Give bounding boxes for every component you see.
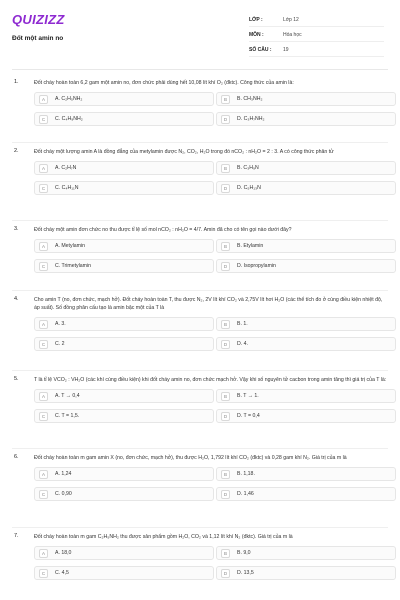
answer-option-d[interactable]	[216, 112, 396, 126]
option-letter-box: D	[221, 490, 230, 499]
question-text: Đốt cháy hoàn toàn m gam C₂H₅NH₂ thu được sản phẩm gồm H₂O, CO₂ và 1,12 lít khí N₂ (đktc). Giá trị của m là	[34, 534, 293, 540]
option-text: C. C₄H₁₁N	[55, 185, 79, 191]
question-divider	[12, 448, 388, 449]
option-letter-box: C	[39, 340, 48, 349]
option-text: A. C₂H₇N	[55, 165, 77, 171]
answer-option-b[interactable]	[216, 239, 396, 253]
worksheet-title: Đốt một amin no	[12, 35, 64, 42]
option-text: D. C₅H₁₃N	[237, 185, 261, 191]
question-block	[12, 376, 388, 423]
answer-options	[34, 92, 388, 126]
answer-option-c[interactable]	[34, 337, 214, 351]
option-letter-box: D	[221, 262, 230, 271]
option-text: B. 9,0	[237, 550, 251, 556]
question-block	[12, 148, 388, 195]
answer-option-b[interactable]	[216, 546, 396, 560]
answer-option-d[interactable]	[216, 181, 396, 195]
option-text: A. 18,0	[55, 550, 72, 556]
option-letter-box: B	[221, 392, 230, 401]
answer-option-c[interactable]	[34, 487, 214, 501]
option-text: B. C₃H₉N	[237, 165, 259, 171]
question-number: 7.	[14, 533, 19, 539]
option-letter-box: A	[39, 470, 48, 479]
option-text: C. Trimetylamin	[55, 263, 92, 269]
option-text: D. C₃H₇NH₂	[237, 116, 265, 122]
option-text: B. 1,18.	[237, 471, 255, 477]
option-text: A. Metylamin	[55, 243, 85, 249]
answer-option-b[interactable]	[216, 317, 396, 331]
answer-option-c[interactable]	[34, 259, 214, 273]
question-number: 6.	[14, 454, 19, 460]
question-head	[12, 148, 388, 156]
option-text: D. 1,46	[237, 491, 254, 497]
option-letter-box: A	[39, 95, 48, 104]
option-text: B. T → 1.	[237, 393, 259, 399]
option-letter-box: C	[39, 569, 48, 578]
question-number: 1.	[14, 79, 19, 85]
option-text: C. T = 1,5.	[55, 413, 80, 419]
answer-option-b[interactable]	[216, 389, 396, 403]
answer-option-a[interactable]	[34, 92, 214, 106]
answer-options	[34, 317, 388, 351]
option-letter-box: A	[39, 320, 48, 329]
answer-option-a[interactable]	[34, 239, 214, 253]
option-text: A. 3.	[55, 321, 66, 327]
question-divider	[12, 290, 388, 291]
meta-value: Hóa học	[283, 31, 302, 38]
option-text: D. T = 0,4	[237, 413, 260, 419]
question-head	[12, 296, 388, 312]
question-text: Đốt cháy hoàn toàn 6,2 gam một amin no, đơn chức phải dùng hết 10,08 lít khí O₂ (đktc). Công thức của amin là:	[34, 80, 294, 86]
question-block	[12, 226, 388, 273]
answer-options	[34, 161, 388, 195]
question-text: Đốt cháy hoàn toàn m gam amin X (no, đơn chức, mạch hở), thu được H₂O, 1,792 lít khí CO₂ (đktc) và 0,28 gam khí N₂. Giá trị của m là	[34, 455, 347, 461]
option-text: A. C₂H₅NH₂	[55, 96, 83, 102]
answer-option-d[interactable]	[216, 259, 396, 273]
question-text: Cho amin T (no, đơn chức, mạch hở). Đốt cháy hoàn toàn T, thu được N₂, 2V lít khí CO₂ và 2,75V lít hơi H₂O (các thể tích đo ở cùng điều kiện nhiệt độ, áp suất). Số đồng phân cấu tạo là amin bậc một của T là	[34, 297, 383, 311]
option-text: D. 4.	[237, 341, 248, 347]
question-block	[12, 533, 388, 580]
answer-options	[34, 546, 388, 580]
option-letter-box: D	[221, 412, 230, 421]
option-letter-box: A	[39, 242, 48, 251]
option-letter-box: C	[39, 115, 48, 124]
meta-row-subject	[249, 28, 384, 42]
question-head	[12, 79, 388, 87]
question-block	[12, 454, 388, 501]
option-letter-box: C	[39, 490, 48, 499]
meta-value: Lớp 12	[283, 16, 299, 23]
question-head	[12, 454, 388, 462]
meta-row-count	[249, 43, 384, 57]
answer-option-c[interactable]	[34, 181, 214, 195]
question-divider	[12, 370, 388, 371]
answer-option-b[interactable]	[216, 161, 396, 175]
option-letter-box: B	[221, 549, 230, 558]
option-text: A. 1,24	[55, 471, 72, 477]
question-number: 5.	[14, 376, 19, 382]
answer-option-a[interactable]	[34, 389, 214, 403]
option-text: C. 0,90	[55, 491, 72, 497]
brand-block	[12, 12, 65, 69]
option-text: B. Etylamin	[237, 243, 264, 249]
option-text: B. 1.	[237, 321, 248, 327]
answer-option-d[interactable]	[216, 337, 396, 351]
option-letter-box: C	[39, 412, 48, 421]
question-number: 2.	[14, 148, 19, 154]
question-head	[12, 533, 388, 541]
option-letter-box: B	[221, 242, 230, 251]
question-text: T là tỉ lệ VCO₂ : VH₂O (các khí cùng điều kiện) khi đốt cháy amin no, đơn chức mạch hở. Vậy khi số nguyên tử cacbon trong amin tăng thì giá trị của T là:	[34, 377, 387, 383]
option-text: C. 4,5	[55, 570, 69, 576]
worksheet-meta	[249, 12, 384, 69]
option-letter-box: A	[39, 549, 48, 558]
option-text: A. T → 0,4	[55, 393, 80, 399]
option-letter-box: B	[221, 95, 230, 104]
question-head	[12, 226, 388, 234]
option-letter-box: B	[221, 320, 230, 329]
question-number: 4.	[14, 296, 19, 302]
quizizz-logo: QUIZIZZ	[12, 12, 65, 27]
answer-option-a[interactable]	[34, 161, 214, 175]
question-divider	[12, 142, 388, 143]
answer-option-a[interactable]	[34, 546, 214, 560]
question-divider	[12, 220, 388, 221]
option-letter-box: B	[221, 164, 230, 173]
option-letter-box: C	[39, 184, 48, 193]
option-letter-box: D	[221, 569, 230, 578]
answer-option-c[interactable]	[34, 409, 214, 423]
answer-option-a[interactable]	[34, 467, 214, 481]
answer-option-d[interactable]	[216, 409, 396, 423]
option-text: B. CH₃NH₂	[237, 96, 263, 102]
answer-option-b[interactable]	[216, 92, 396, 106]
option-letter-box: D	[221, 184, 230, 193]
meta-label: SỐ CÂU :	[249, 46, 272, 53]
answer-option-a[interactable]	[34, 317, 214, 331]
question-number: 3.	[14, 226, 19, 232]
answer-options	[34, 389, 388, 423]
option-letter-box: D	[221, 115, 230, 124]
answer-option-c[interactable]	[34, 112, 214, 126]
question-head	[12, 376, 388, 384]
option-text: D. 13,5	[237, 570, 254, 576]
option-text: C. 2	[55, 341, 65, 347]
answer-options	[34, 467, 388, 501]
question-text: Đốt cháy một lượng amin A là đồng đẳng của metylamin được N₂, CO₂, H₂O trong đó nCO₂ : nH₂O = 2 : 3. A có công thức phân tử	[34, 149, 334, 155]
answer-options	[34, 239, 388, 273]
answer-option-d[interactable]	[216, 566, 396, 580]
question-block	[12, 296, 388, 351]
question-block	[12, 79, 388, 126]
meta-value: 19	[283, 46, 289, 53]
option-letter-box: C	[39, 262, 48, 271]
question-divider	[12, 527, 388, 528]
answer-option-d[interactable]	[216, 487, 396, 501]
answer-option-b[interactable]	[216, 467, 396, 481]
option-letter-box: A	[39, 392, 48, 401]
worksheet-header	[12, 0, 388, 70]
option-text: C. C₄H₉NH₂	[55, 116, 83, 122]
option-letter-box: B	[221, 470, 230, 479]
meta-row-class	[249, 13, 384, 27]
question-text: Đốt cháy một amin đơn chức no thu được tỉ lệ số mol nCO₂ : nH₂O = 4/7. Amin đã cho có tên gọi nào dưới đây?	[34, 227, 292, 233]
option-letter-box: A	[39, 164, 48, 173]
option-text: D. Isopropylamin	[237, 263, 276, 269]
option-letter-box: D	[221, 340, 230, 349]
answer-option-c[interactable]	[34, 566, 214, 580]
meta-label: MÔN :	[249, 31, 264, 38]
meta-label: LỚP :	[249, 16, 263, 23]
